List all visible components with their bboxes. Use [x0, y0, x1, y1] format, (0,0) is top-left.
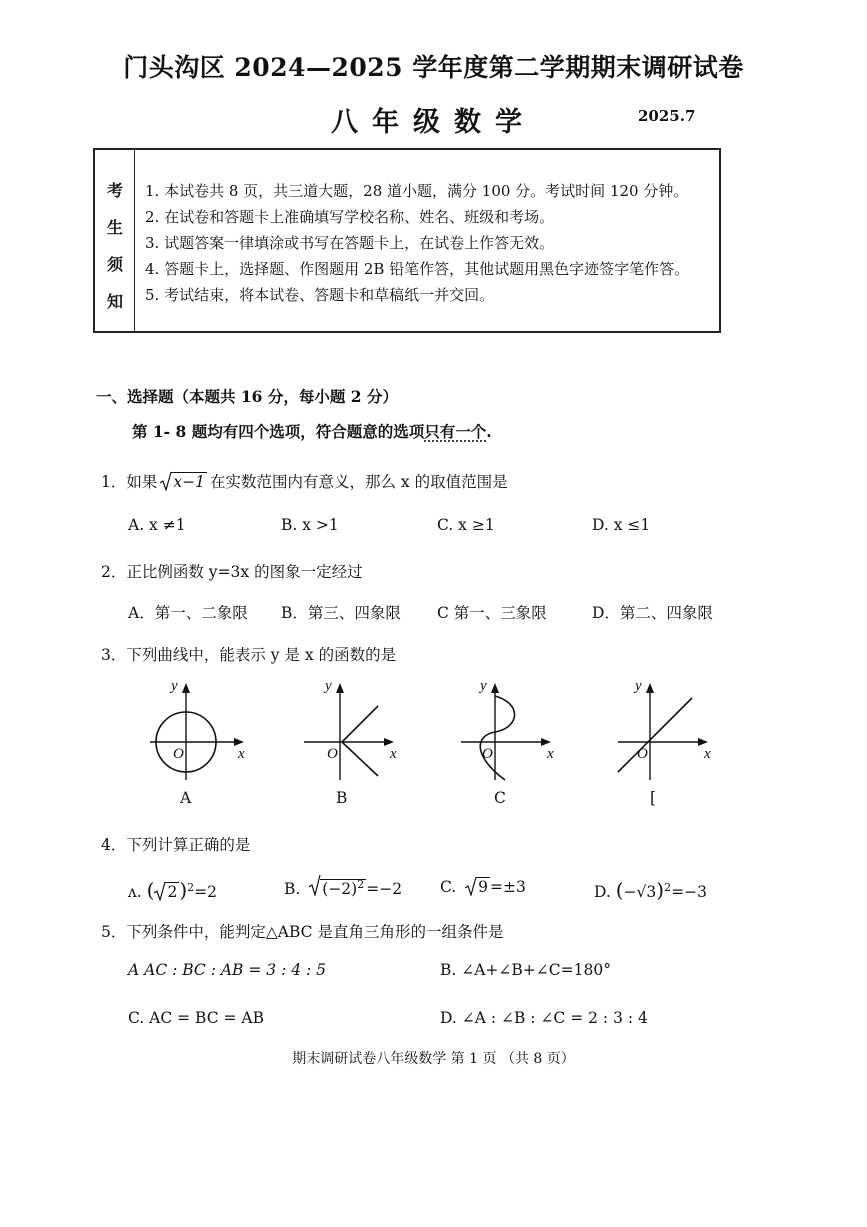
q5-option-d: D. ∠A : ∠B : ∠C = 2 : 3 : 4 [440, 1009, 648, 1027]
option-letter: ʌ. [128, 883, 142, 901]
axis-y-label: y [480, 678, 487, 694]
notice-side-char: 考 [106, 181, 123, 200]
candidate-notice-box [93, 148, 721, 333]
section-heading: 一、选择题（本题共 16 分，每小题 2 分） [96, 387, 398, 406]
q1-option-c: C. x ≥1 [437, 516, 495, 534]
q4-option-c [440, 878, 526, 896]
q1-radical [160, 473, 207, 491]
question-5-stem: 5．下列条件中，能判定△ABC 是直角三角形的一组条件是 [101, 923, 504, 941]
page-footer: 期末调研试卷八年级数学 第 1 页 （共 8 页） [292, 1051, 575, 1067]
notice-item: 4. 答题卡上，选择题、作图题用 2B 铅笔作答，其他试题用黑色字迹签字笔作答。 [145, 260, 690, 278]
q5-option-c: C. AC = BC = AB [128, 1009, 265, 1027]
section-note-emphasis: 只有一个 [424, 422, 487, 441]
q4-option-a [128, 878, 217, 902]
q4-option-d [594, 878, 707, 902]
paren-open: ( [146, 878, 155, 902]
question-4-stem: 4．下列计算正确的是 [101, 836, 251, 854]
paren-close: ) [656, 878, 665, 902]
q1-stem-prefix: 1．如果 [101, 473, 158, 491]
q3-graph-label-b: B [336, 789, 348, 807]
sqrt-expression [465, 878, 490, 896]
exam-date: 2025.7 [638, 107, 696, 125]
circle-curve-graph [140, 676, 260, 784]
axis-x-label: x [547, 746, 554, 762]
notice-item: 2. 在试卷和答题卡上准确填写学校名称、姓名、班级和考场。 [145, 208, 555, 226]
radicand-base: (−2) [322, 880, 358, 899]
option-letter: C. [440, 878, 457, 896]
notice-side-char: 生 [106, 218, 123, 237]
q3-graph-label-a: A [180, 789, 192, 807]
notice-side-char: 须 [106, 255, 123, 274]
q1-radicand: x−1 [173, 473, 205, 491]
axis-x-label: x [238, 746, 245, 762]
paren-close: ) [179, 878, 188, 902]
q2-option-a: A．第一、二象限 [128, 604, 248, 622]
q4-option-b [284, 878, 402, 898]
origin-label: O [637, 746, 648, 762]
q2-option-d: D．第二、四象限 [592, 604, 713, 622]
radical-sign-icon [465, 876, 477, 896]
q2-option-b: B．第三、四象限 [281, 604, 401, 622]
origin-label: O [482, 746, 493, 762]
sideways-v-graph [298, 676, 418, 784]
origin-label: O [327, 746, 338, 762]
section-note-end: . [486, 422, 492, 441]
q3-graph-d [612, 676, 732, 784]
paren-open: ( [615, 878, 624, 902]
result: =±3 [490, 878, 526, 896]
radicand: 2 [167, 883, 178, 901]
notice-item: 1. 本试卷共 8 页，共三道大题，28 道小题，满分 100 分。考试时间 120 分钟。 [145, 182, 689, 200]
q3-graph-label-c: C [494, 789, 506, 807]
radical-sign-icon [154, 881, 166, 901]
axis-x-label: x [390, 746, 397, 762]
straight-line-graph [612, 676, 732, 784]
option-letter: B. [284, 880, 301, 899]
result: =−2 [366, 880, 403, 899]
radical-sign-icon [309, 874, 321, 896]
q2-option-c: C 第一、三象限 [437, 604, 547, 622]
radical-sign-icon [160, 471, 172, 491]
radicand [320, 879, 366, 898]
result: =2 [194, 883, 217, 901]
q1-option-b: B. x >1 [281, 516, 339, 534]
q5-option-b: B. ∠A+∠B+∠C=180° [440, 961, 611, 979]
exponent: 2 [357, 878, 365, 891]
question-3-stem: 3．下列曲线中，能表示 y 是 x 的函数的是 [101, 646, 397, 664]
origin-label: O [173, 746, 184, 762]
q3-graph-label-d: [ [650, 789, 657, 807]
notice-side-char: 知 [106, 292, 123, 311]
notice-item: 5. 考试结束，将本试卷、答题卡和草稿纸一并交回。 [145, 286, 495, 304]
sqrt-expression [154, 883, 179, 901]
axis-x-label: x [704, 746, 711, 762]
q5-option-a: A AC : BC : AB = 3 : 4 : 5 [128, 961, 327, 979]
q3-graph-c [455, 676, 575, 784]
section-instruction [132, 420, 492, 442]
sqrt-expression [309, 878, 366, 898]
question-2-stem: 2．正比例函数 y=3x 的图象一定经过 [101, 563, 363, 581]
axis-y-label: y [171, 678, 178, 694]
axis-y-label: y [325, 678, 332, 694]
axis-y-label: y [635, 678, 642, 694]
inner-expression: −√3 [623, 883, 657, 901]
notice-side-label [95, 150, 135, 331]
question-1-stem [101, 470, 508, 492]
exponent: 2 [664, 880, 672, 894]
notice-item: 3. 试题答案一律填涂或书写在答题卡上，在试卷上作答无效。 [145, 234, 555, 252]
exam-subtitle: 八年级数学 [331, 107, 536, 138]
q3-graph-b [298, 676, 418, 784]
section-note-text: 第 1- 8 题均有四个选项，符合题意的选项 [132, 422, 425, 441]
exponent: 2 [187, 880, 195, 894]
result: =−3 [671, 883, 707, 901]
q1-stem-suffix: 在实数范围内有意义，那么 x 的取值范围是 [209, 473, 508, 491]
radicand: 9 [478, 878, 489, 896]
q1-option-a: A. x ≠1 [128, 516, 186, 534]
option-letter: D. [594, 883, 611, 901]
q3-graph-a [140, 676, 260, 784]
q1-option-d: D. x ≤1 [592, 516, 651, 534]
exam-title: 门头沟区 2024—2025 学年度第二学期期末调研试卷 [123, 53, 744, 82]
s-curve-graph [455, 676, 575, 784]
